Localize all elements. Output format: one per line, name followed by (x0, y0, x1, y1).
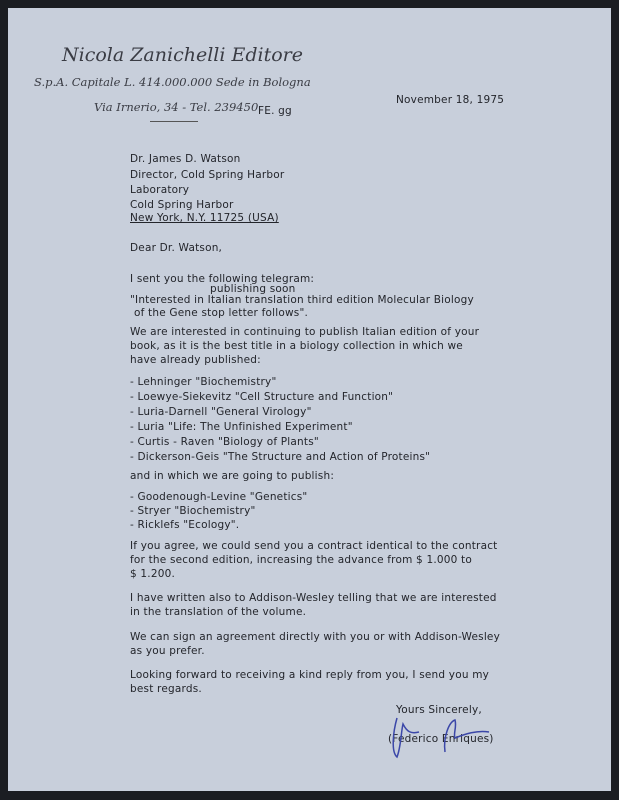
list-item: - Lehninger "Biochemistry" (130, 376, 277, 388)
list-item: - Goodenough-Levine "Genetics" (130, 491, 308, 503)
address-line: New York, N.Y. 11725 (USA) (130, 212, 279, 224)
telegram-intro: I sent you the following telegram: (130, 273, 315, 285)
paragraph-line: We can sign an agreement directly with you or with Addison-Wesley (130, 631, 501, 643)
letterhead-rule (150, 121, 198, 122)
letterhead-capital: S.p.A. Capitale L. 414.000.000 Sede in Bologna (34, 75, 311, 89)
paragraph-line: and in which we are going to publish: (130, 470, 335, 482)
paragraph-line: as you prefer. (130, 645, 205, 657)
paragraph-line: for the second edition, increasing the advance from $ 1.000 to (130, 554, 473, 566)
date: November 18, 1975 (396, 94, 505, 106)
paragraph-line: We are interested in continuing to publish Italian edition of your (130, 326, 480, 338)
reference: FE. gg (258, 105, 292, 117)
paragraph-line: in the translation of the volume. (130, 606, 307, 618)
telegram-line: of the Gene stop letter follows". (134, 307, 309, 319)
address-line: Cold Spring Harbor (130, 199, 234, 211)
signer-name: (Federico Enriques) (388, 733, 494, 745)
list-item: - Dickerson-Geis "The Structure and Action of Proteins" (130, 451, 431, 463)
list-item: - Ricklefs "Ecology". (130, 519, 240, 531)
paragraph-line: best regards. (130, 683, 202, 695)
letterhead-address: Via Irnerio, 34 - Tel. 239450 (94, 100, 259, 114)
paragraph-line: If you agree, we could send you a contract identical to the contract (130, 540, 498, 552)
address-line: Director, Cold Spring Harbor (130, 169, 285, 181)
salutation: Dear Dr. Watson, (130, 242, 223, 254)
telegram-line: "Interested in Italian translation third edition Molecular Biology (130, 294, 474, 306)
paragraph-line: I have written also to Addison-Wesley telling that we are interested (130, 592, 497, 604)
paragraph-line: $ 1.200. (130, 568, 176, 580)
list-item: - Luria "Life: The Unfinished Experiment" (130, 421, 353, 433)
list-item: - Stryer "Biochemistry" (130, 505, 256, 517)
address-line: Dr. James D. Watson (130, 153, 241, 165)
handwritten-insert: publishing soon (210, 283, 296, 295)
paragraph-line: have already published: (130, 354, 261, 366)
paragraph-line: Looking forward to receiving a kind reply from you, I send you my (130, 669, 490, 681)
list-item: - Curtis - Raven "Biology of Plants" (130, 436, 319, 448)
list-item: - Luria-Darnell "General Virology" (130, 406, 312, 418)
closing: Yours Sincerely, (396, 704, 482, 716)
letterhead-name: Nicola Zanichelli Editore (62, 44, 303, 66)
paragraph-line: book, as it is the best title in a biology collection in which we (130, 340, 463, 352)
address-line: Laboratory (130, 184, 190, 196)
list-item: - Loewye-Siekevitz "Cell Structure and Function" (130, 391, 394, 403)
signature (385, 712, 515, 762)
